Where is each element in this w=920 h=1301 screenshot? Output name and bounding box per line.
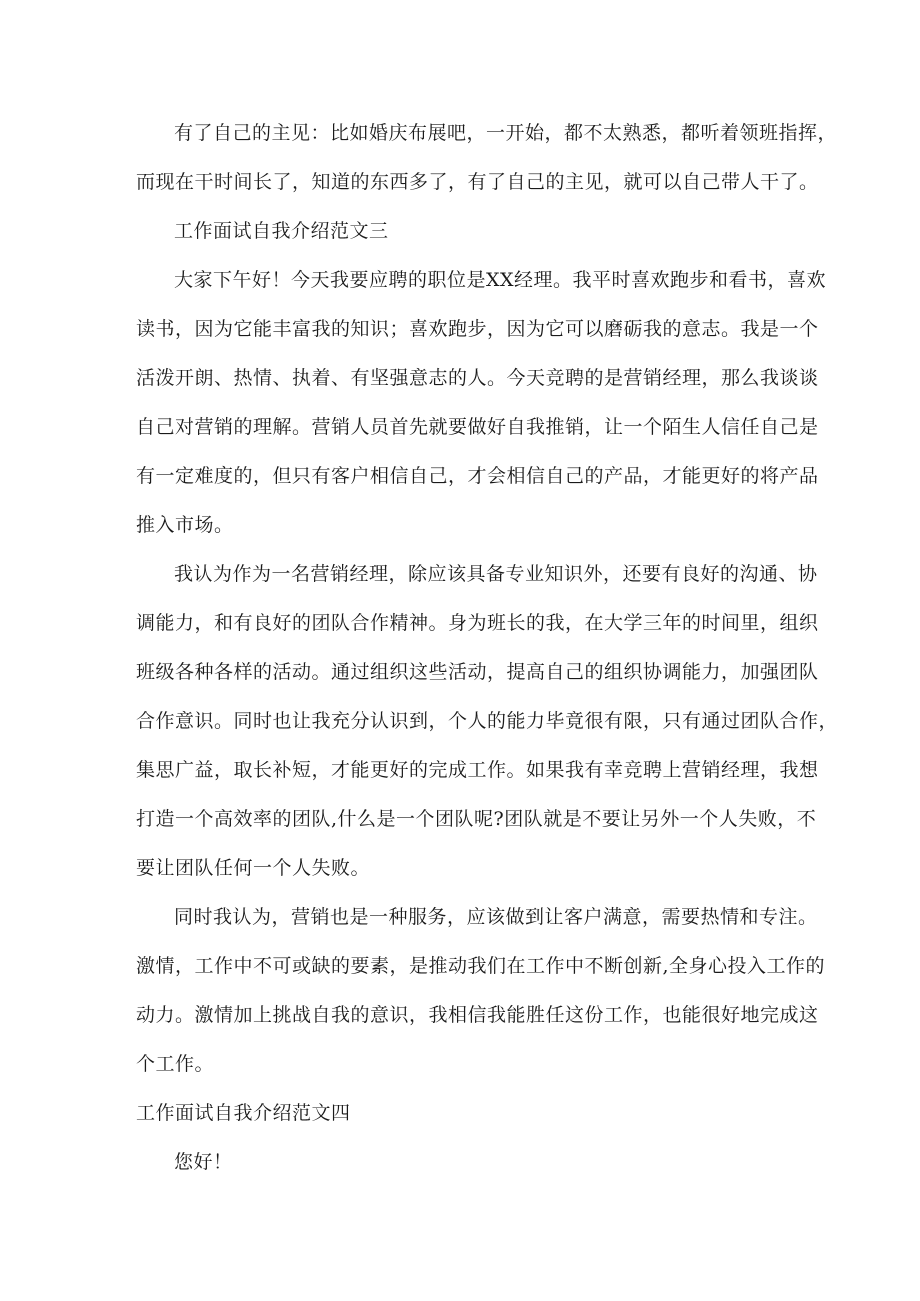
paragraph-line: 自己对营销的理解。营销人员首先就要做好自我推销，让一个陌生人信任自己是 bbox=[136, 416, 819, 438]
paragraph-line: 同时我认为，营销也是一种服务，应该做到让客户满意，需要热情和专注。 bbox=[174, 906, 818, 928]
section-heading: 工作面试自我介绍范文四 bbox=[136, 1102, 351, 1124]
paragraph-line: 合作意识。同时也让我充分认识到，个人的能力毕竟很有限，只有通过团队合作， bbox=[136, 710, 839, 732]
paragraph-line: 大家下午好！今天我要应聘的职位是XX经理。我平时喜欢跑步和看书，喜欢 bbox=[174, 269, 827, 291]
paragraph-line: 班级各种各样的活动。通过组织这些活动，提高自己的组织协调能力，加强团队 bbox=[136, 661, 819, 683]
paragraph-line: 而现在干时间长了，知道的东西多了，有了自己的主见，就可以自己带人干了。 bbox=[136, 171, 819, 193]
paragraph-line: 个工作。 bbox=[136, 1053, 215, 1075]
paragraph-line: 有了自己的主见：比如婚庆布展吧，一开始，都不太熟悉，都听着领班指挥， bbox=[174, 122, 838, 144]
paragraph-line: 激情，工作中不可或缺的要素，是推动我们在工作中不断创新,全身心投入工作的 bbox=[136, 955, 826, 977]
paragraph-line: 我认为作为一名营销经理，除应该具备专业知识外，还要有良好的沟通、协 bbox=[174, 563, 818, 585]
paragraph-line: 动力。激情加上挑战自我的意识，我相信我能胜任这份工作，也能很好地完成这 bbox=[136, 1004, 819, 1026]
paragraph-line: 推入市场。 bbox=[136, 514, 234, 536]
paragraph-line: 您好！ bbox=[174, 1151, 233, 1173]
paragraph-line: 要让团队任何一个人失败。 bbox=[136, 857, 371, 879]
paragraph-line: 集思广益，取长补短，才能更好的完成工作。如果我有幸竞聘上营销经理，我想 bbox=[136, 759, 819, 781]
paragraph-line: 调能力，和有良好的团队合作精神。身为班长的我，在大学三年的时间里，组织 bbox=[136, 612, 819, 634]
paragraph-line: 活泼开朗、热情、执着、有坚强意志的人。今天竞聘的是营销经理，那么我谈谈 bbox=[136, 367, 819, 389]
paragraph-line: 打造一个高效率的团队,什么是一个团队呢?团队就是不要让另外一个人失败，不 bbox=[136, 808, 817, 830]
paragraph-line: 读书，因为它能丰富我的知识；喜欢跑步，因为它可以磨砺我的意志。我是一个 bbox=[136, 318, 819, 340]
paragraph-line: 有一定难度的，但只有客户相信自己，才会相信自己的产品，才能更好的将产品 bbox=[136, 465, 819, 487]
section-heading: 工作面试自我介绍范文三 bbox=[174, 220, 389, 242]
